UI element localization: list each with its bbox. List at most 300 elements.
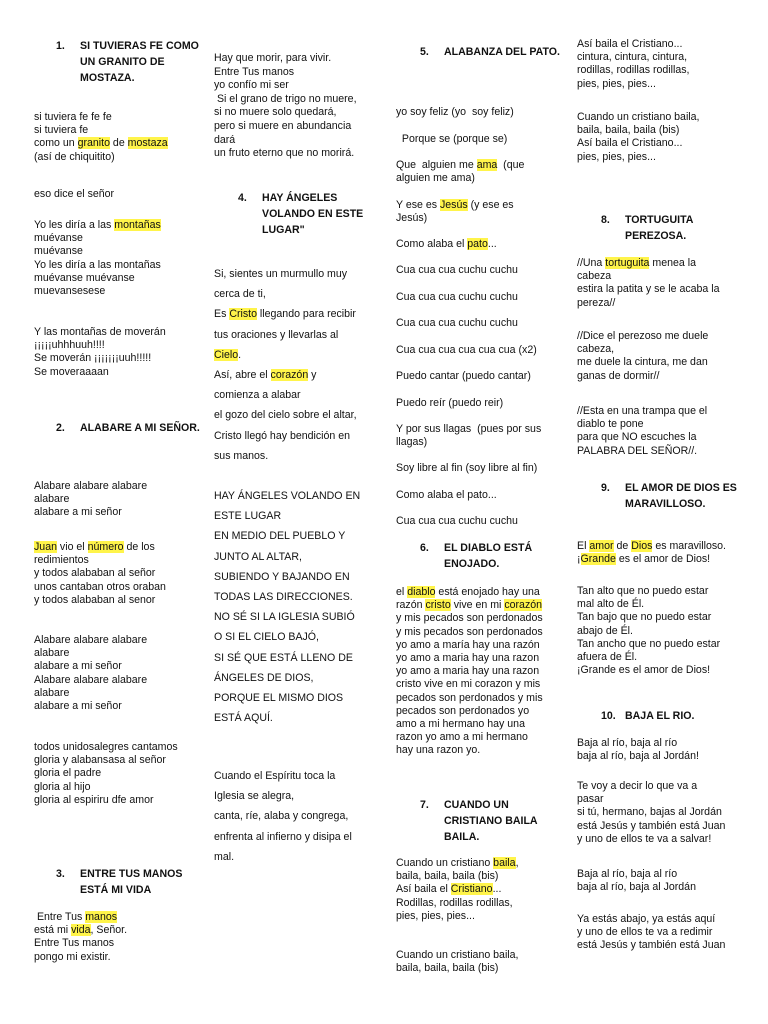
lyric-text: baila, baila, baila (bis): [396, 870, 499, 883]
lyric-text: O SI EL CIELO BAJÓ,: [214, 631, 319, 644]
lyric-text: Yo les diría a las: [34, 219, 115, 231]
lyric-text: Alabare alabare alabare: [34, 634, 148, 646]
lyric-line: [214, 627, 382, 647]
song-title: [420, 540, 564, 572]
lyric-text: dará: [214, 133, 236, 146]
lyric-line: [396, 962, 564, 975]
lyrics-block: [396, 133, 564, 146]
lyric-line: [396, 949, 564, 962]
lyric-line: [214, 587, 382, 607]
column-4: [577, 0, 747, 1024]
lyric-text: Se moverán ¡¡¡¡¡¡¡uuh!!!!!: [34, 352, 152, 365]
lyric-line: [396, 626, 564, 639]
lyric-line: [214, 120, 382, 134]
lyrics-block: [396, 462, 564, 475]
lyric-text: Y las montañas de moverán: [34, 326, 166, 338]
lyric-line: [577, 297, 747, 310]
lyric-line: [577, 431, 747, 444]
lyric-line: [214, 147, 382, 161]
lyric-text: Entre Tus manos: [34, 937, 115, 950]
lyric-line: [396, 515, 564, 528]
lyric-text: de los: [123, 541, 155, 553]
lyric-line: [34, 480, 204, 493]
lyric-line: [396, 665, 564, 678]
lyric-line: [396, 370, 564, 383]
lyric-line: [214, 506, 382, 526]
lyric-line: [396, 159, 564, 172]
lyric-text: y todos alababan al señor: [34, 567, 156, 580]
lyric-text: y uno de ellos te va a salvar!: [577, 832, 712, 845]
lyric-text: y mis pecados son perdonados: [396, 625, 543, 638]
lyric-line: [396, 317, 564, 330]
lyric-line: [577, 151, 747, 164]
lyric-text: menea la: [649, 257, 696, 269]
highlighted-word: diablo: [407, 586, 436, 598]
column-1: [34, 0, 204, 1024]
lyric-text: Rodillas, rodillas rodillas,: [396, 896, 513, 909]
song-heading: [56, 866, 204, 898]
lyric-text: Puedo cantar (puedo cantar): [396, 370, 531, 382]
lyric-text: Entre Tus manos: [214, 65, 295, 78]
lyric-line: [577, 598, 747, 611]
lyric-line: [34, 924, 204, 937]
lyric-text: Ya estás abajo, ya estás aquí: [577, 913, 716, 925]
lyric-line: [577, 64, 747, 77]
song-title-text: ALABARE A MI SEÑOR.: [80, 422, 200, 434]
lyric-text: yo amo a maría hay una razón: [396, 638, 540, 651]
lyric-line: [577, 820, 747, 833]
lyrics-block: [214, 766, 382, 867]
lyric-text: rodillas, rodillas rodillas,: [577, 64, 690, 77]
lyric-text: Cuando un cristiano baila,: [577, 111, 700, 123]
lyric-line: [396, 705, 564, 718]
lyric-text: cristo vive en mi corazon y mis: [396, 678, 541, 691]
lyric-text: Tan bajo que no puedo estar: [577, 611, 712, 624]
lyric-text: Soy libre al fin (soy libre al fin): [396, 462, 538, 474]
lyric-line: [577, 78, 747, 91]
song-title-text: TORTUGUITA PEREZOSA.: [625, 214, 694, 242]
lyric-text: cerca de ti,: [214, 288, 266, 301]
lyric-text: sus manos.: [214, 449, 269, 462]
lyric-line: [214, 688, 382, 708]
lyric-line: [34, 594, 204, 607]
lyrics-block: [214, 486, 382, 728]
lyric-text: EN MEDIO DEL PUEBLO Y: [214, 530, 346, 543]
lyric-text: vio el: [56, 541, 88, 553]
song-title: [420, 797, 564, 845]
lyric-text: comienza a alabar: [214, 389, 301, 402]
lyric-line: [34, 951, 204, 964]
lyric-line: [577, 553, 747, 566]
column-2: [214, 0, 382, 1024]
lyric-line: [34, 272, 204, 285]
lyric-text: Alabare alabare alabare: [34, 480, 148, 492]
lyric-text: Cua cua cua cuchu cuchu: [396, 515, 518, 527]
lyric-line: [214, 847, 382, 867]
lyrics-block: [577, 913, 747, 953]
lyric-line: [34, 754, 204, 767]
lyrics-block: [396, 291, 564, 304]
lyric-text: yo confío mi ser: [214, 79, 289, 92]
lyric-text: Baja al río, baja al río: [577, 737, 678, 749]
lyric-text: Baja al río, baja al río: [577, 868, 678, 880]
highlighted-word: corazón: [504, 599, 543, 612]
lyric-text: Cuando un cristiano baila,: [396, 949, 519, 961]
lyrics-block: [34, 741, 204, 807]
lyric-text: Yo les diría a las montañas: [34, 258, 161, 271]
lyrics-block: [34, 541, 204, 607]
lyric-line: [214, 806, 382, 826]
lyric-text: cabeza: [577, 270, 612, 283]
highlighted-word: Cristo: [229, 308, 257, 321]
lyric-line: [34, 741, 204, 754]
lyrics-block: [34, 480, 204, 520]
lyric-line: [214, 304, 382, 324]
lyric-text: canta, ríe, alaba y congrega,: [214, 810, 349, 823]
lyric-line: [214, 567, 382, 587]
lyric-line: [214, 708, 382, 728]
lyric-text: de: [109, 137, 128, 150]
lyric-line: [577, 356, 747, 369]
song-heading: [56, 420, 204, 436]
lyric-line: [214, 607, 382, 627]
lyric-text: cintura, cintura, cintura,: [577, 51, 688, 64]
lyric-text: Se moveraaaan: [34, 365, 109, 378]
lyric-text: Cua cua cua cuchu cuchu: [396, 264, 518, 276]
lyric-line: [214, 766, 382, 786]
highlighted-word: Cristiano: [450, 883, 493, 896]
lyric-line: [396, 133, 564, 146]
lyric-line: [34, 259, 204, 272]
lyric-line: [577, 868, 747, 881]
lyric-line: [577, 418, 747, 431]
lyric-line: [214, 52, 382, 66]
lyric-text: muévanse: [34, 232, 83, 245]
lyric-text: ESTE LUGAR: [214, 510, 282, 523]
lyric-text: estira la patita y se le acaba la: [577, 283, 720, 296]
lyric-line: [396, 264, 564, 277]
lyric-text: Cuando el Espíritu toca la: [214, 770, 336, 782]
lyric-text: ¡¡¡¡¡uhhhuuh!!!!: [34, 339, 105, 352]
lyric-line: [34, 794, 204, 807]
lyric-line: [396, 436, 564, 449]
lyric-line: [577, 445, 747, 458]
lyric-line: [577, 913, 747, 926]
column-3: [396, 0, 564, 1024]
lyric-line: [34, 124, 204, 137]
highlighted-word: pato: [467, 238, 488, 250]
lyric-text: ,: [515, 857, 519, 869]
highlighted-word: Grande: [580, 553, 616, 566]
song-title: [601, 212, 747, 244]
highlighted-word: manos: [85, 911, 118, 923]
lyrics-block: [577, 585, 747, 677]
lyric-line: [34, 541, 204, 554]
lyric-line: [34, 366, 204, 379]
lyric-line: [214, 648, 382, 668]
lyric-text: gloria al hijo: [34, 780, 91, 793]
song-number: 6.: [420, 542, 429, 554]
lyric-line: [214, 325, 382, 345]
lyrics-block: [396, 949, 564, 975]
lyric-line: [577, 806, 747, 819]
lyric-line: [577, 540, 747, 553]
lyric-line: [34, 660, 204, 673]
lyric-text: Hay que morir, para vivir.: [214, 52, 332, 64]
lyric-text: y mis pecados son perdonados: [396, 612, 543, 625]
lyric-text: El: [577, 540, 590, 552]
lyric-text: PALABRA DEL SEÑOR//.: [577, 444, 698, 457]
lyric-text: Alabare alabare alabare: [34, 673, 148, 686]
lyrics-block: [34, 911, 204, 964]
lyric-text: ÁNGELES DE DIOS,: [214, 671, 314, 684]
song-number: 4.: [238, 192, 247, 204]
lyric-text: Jesús): [396, 212, 428, 225]
lyrics-block: [34, 111, 204, 164]
lyric-text: ...: [487, 238, 497, 250]
lyrics-block: [34, 188, 204, 201]
lyric-text: llagas): [396, 436, 428, 449]
lyric-line: [214, 385, 382, 405]
lyric-text: yo soy feliz (yo soy feliz): [396, 106, 514, 118]
lyrics-block: [396, 370, 564, 383]
lyric-text: Cua cua cua cuchu cuchu: [396, 317, 518, 329]
lyric-line: [396, 731, 564, 744]
lyric-line: [34, 634, 204, 647]
song-title: [601, 480, 747, 512]
lyric-text: Cua cua cua cuchu cuchu: [396, 291, 518, 303]
lyric-text: Si, sientes un murmullo muy: [214, 268, 348, 280]
lyric-text: JUNTO AL ALTAR,: [214, 550, 302, 563]
lyric-text: abajo de Él.: [577, 624, 633, 637]
lyric-text: si tú, hermano, bajas al Jordán: [577, 806, 722, 819]
lyric-text: Así baila el: [396, 883, 451, 896]
lyrics-block: [34, 634, 204, 713]
lyric-text: y: [308, 369, 317, 382]
highlighted-word: Jesús: [439, 199, 468, 211]
lyric-text: SI SÉ QUE ESTÁ LLENO DE: [214, 651, 353, 664]
lyric-line: [214, 345, 382, 365]
lyric-line: [396, 423, 564, 436]
lyric-line: [577, 881, 747, 894]
lyric-text: está Jesús y también está Juan: [577, 819, 726, 832]
lyrics-block: [396, 857, 564, 923]
lyric-line: [396, 344, 564, 357]
lyric-line: [34, 506, 204, 519]
lyric-text: , Señor.: [90, 924, 128, 937]
lyric-text: muevansesese: [34, 285, 106, 298]
lyric-text: me duele la cintura, me dan: [577, 356, 708, 369]
lyrics-block: [396, 317, 564, 330]
lyric-line: [577, 124, 747, 137]
song-title: [420, 41, 564, 63]
lyrics-block: [396, 106, 564, 119]
lyric-text: el gozo del cielo sobre el altar,: [214, 409, 357, 422]
song-title: [601, 708, 747, 724]
highlighted-word: Juan: [34, 541, 57, 553]
lyric-text: para que NO escuches la: [577, 431, 697, 444]
lyric-line: [577, 137, 747, 150]
lyric-text: Entre Tus: [34, 911, 86, 923]
lyric-text: (así de chiquitito): [34, 150, 115, 163]
lyric-line: [577, 926, 747, 939]
lyric-line: [577, 625, 747, 638]
lyric-text: llegando para recibir: [256, 308, 356, 321]
lyric-line: [34, 111, 204, 124]
song-number: 8.: [601, 214, 610, 226]
lyric-text: gloria el padre: [34, 767, 102, 780]
lyrics-block: [396, 199, 564, 225]
lyrics-block: [396, 489, 564, 502]
lyrics-block: [34, 219, 204, 298]
lyric-text: pies, pies, pies...: [396, 909, 475, 922]
lyrics-block: [577, 780, 747, 846]
lyric-text: Y por sus llagas (pues por sus: [396, 423, 542, 435]
lyric-line: [214, 426, 382, 446]
lyric-line: [577, 257, 747, 270]
lyric-line: [34, 554, 204, 567]
lyrics-block: [577, 38, 747, 91]
lyric-line: [214, 446, 382, 466]
lyric-text: Porque se (porque se): [396, 133, 508, 145]
song-heading: [601, 708, 747, 724]
lyric-line: [396, 586, 564, 599]
lyric-line: [577, 343, 747, 356]
lyric-text: afuera de Él.: [577, 651, 638, 664]
lyric-text: yo amo a maria hay una razon: [396, 652, 540, 665]
highlighted-word: tortuguita: [605, 257, 650, 269]
lyric-line: [396, 462, 564, 475]
lyric-line: [577, 780, 747, 793]
song-title-text: EL AMOR DE DIOS ES MARAVILLOSO.: [625, 482, 737, 510]
lyric-text: alabare: [34, 493, 70, 506]
lyric-text: muévanse: [34, 245, 83, 258]
lyric-line: [34, 219, 204, 232]
lyric-line: [214, 284, 382, 304]
highlighted-word: baila: [493, 857, 516, 869]
lyric-text: NO SÉ SI LA IGLESIA SUBIÓ: [214, 611, 355, 624]
lyric-line: [34, 326, 204, 339]
lyrics-block: [396, 159, 564, 185]
lyric-line: [34, 137, 204, 150]
lyric-line: [577, 38, 747, 51]
lyric-line: [396, 599, 564, 612]
lyric-line: [577, 737, 747, 750]
lyric-line: [577, 793, 747, 806]
lyric-line: [577, 664, 747, 677]
lyric-text: y todos alababan al senor: [34, 593, 156, 606]
lyric-line: [396, 857, 564, 870]
lyric-text: pecados son perdonados yo: [396, 704, 530, 717]
lyric-line: [396, 106, 564, 119]
lyric-text: pasar: [577, 793, 604, 806]
lyric-text: muévanse muévanse: [34, 271, 135, 284]
lyric-text: Iglesia se alegra,: [214, 790, 295, 803]
lyrics-block: [577, 257, 747, 310]
lyric-text: Puedo reír (puedo reir): [396, 397, 504, 409]
lyrics-block: [396, 586, 564, 758]
lyric-text: yo amo a maria hay una razon: [396, 665, 540, 678]
lyric-line: [34, 700, 204, 713]
lyric-line: [34, 151, 204, 164]
lyrics-block: [34, 326, 204, 379]
lyric-line: [577, 51, 747, 64]
lyric-text: Te voy a decir lo que va a: [577, 780, 698, 792]
song-heading: [601, 212, 747, 244]
song-heading: [420, 797, 564, 845]
song-title-text: EL DIABLO ESTÁ ENOJADO.: [444, 542, 533, 570]
lyric-text: Es: [214, 308, 230, 321]
lyric-text: alabare a mi señor: [34, 660, 122, 673]
lyrics-block: [396, 397, 564, 410]
lyric-text: alguien me ama): [396, 172, 475, 185]
song-heading: [56, 38, 204, 86]
lyric-text: pereza//: [577, 296, 616, 309]
lyric-line: [396, 744, 564, 757]
lyric-text: enfrenta al infierno y disipa el: [214, 830, 352, 843]
lyric-line: [34, 687, 204, 700]
song-heading: [601, 480, 747, 512]
lyric-line: [396, 678, 564, 691]
lyric-text: hay una razon yo.: [396, 744, 481, 757]
song-number: 10.: [601, 710, 616, 722]
lyric-text: gloria al espiriru dfe amor: [34, 793, 154, 806]
lyric-text: diablo te pone: [577, 418, 644, 431]
lyric-text: es el amor de Dios!: [615, 553, 711, 566]
song-title-text: ENTRE TUS MANOS ESTÁ MI VIDA: [80, 868, 183, 896]
lyric-text: alabare a mi señor: [34, 506, 122, 519]
lyric-line: [396, 652, 564, 665]
song-title: [56, 866, 204, 898]
lyric-line: [396, 172, 564, 185]
lyric-line: [577, 270, 747, 283]
highlighted-word: cristo: [425, 599, 451, 612]
lyric-line: [396, 639, 564, 652]
lyric-text: razón: [396, 599, 426, 612]
lyric-text: baila, baila, baila (bis): [396, 962, 499, 975]
lyric-text: pongo mi existir.: [34, 950, 111, 963]
lyric-text: SUBIENDO Y BAJANDO EN: [214, 570, 350, 583]
lyric-line: [214, 134, 382, 148]
lyric-text: Cua cua cua cua cua cua (x2): [396, 344, 537, 356]
lyric-line: [214, 827, 382, 847]
lyric-text: ESTÁ AQUÍ.: [214, 712, 273, 725]
song-title-text: SI TUVIERAS FE COMO UN GRANITO DE MOSTAZA.: [80, 40, 199, 84]
highlighted-word: ama: [476, 159, 498, 171]
lyrics-block: [577, 111, 747, 164]
lyric-text: baja al río, baja al Jordán: [577, 881, 696, 894]
lyric-line: [396, 718, 564, 731]
lyric-line: [577, 833, 747, 846]
lyric-line: [396, 238, 564, 251]
lyric-text: Tan ancho que no puedo estar: [577, 637, 721, 650]
lyric-text: alabare a mi señor: [34, 700, 122, 713]
lyric-text: está mi: [34, 924, 72, 937]
lyric-line: [577, 283, 747, 296]
lyric-text: TODAS LAS DIRECCIONES.: [214, 591, 353, 604]
lyric-text: //Dice el perezoso me duele: [577, 330, 709, 342]
lyrics-block: [577, 868, 747, 894]
lyric-text: Y ese es: [396, 199, 440, 211]
lyric-line: [214, 547, 382, 567]
lyric-line: [214, 66, 382, 80]
lyric-text: pies, pies, pies...: [577, 77, 656, 90]
lyric-text: pies, pies, pies...: [577, 150, 656, 163]
lyrics-block: [214, 52, 382, 161]
lyric-line: [577, 405, 747, 418]
lyric-text: PORQUE EL MISMO DIOS: [214, 692, 344, 705]
lyric-text: baja al río, baja al Jordán!: [577, 750, 699, 763]
